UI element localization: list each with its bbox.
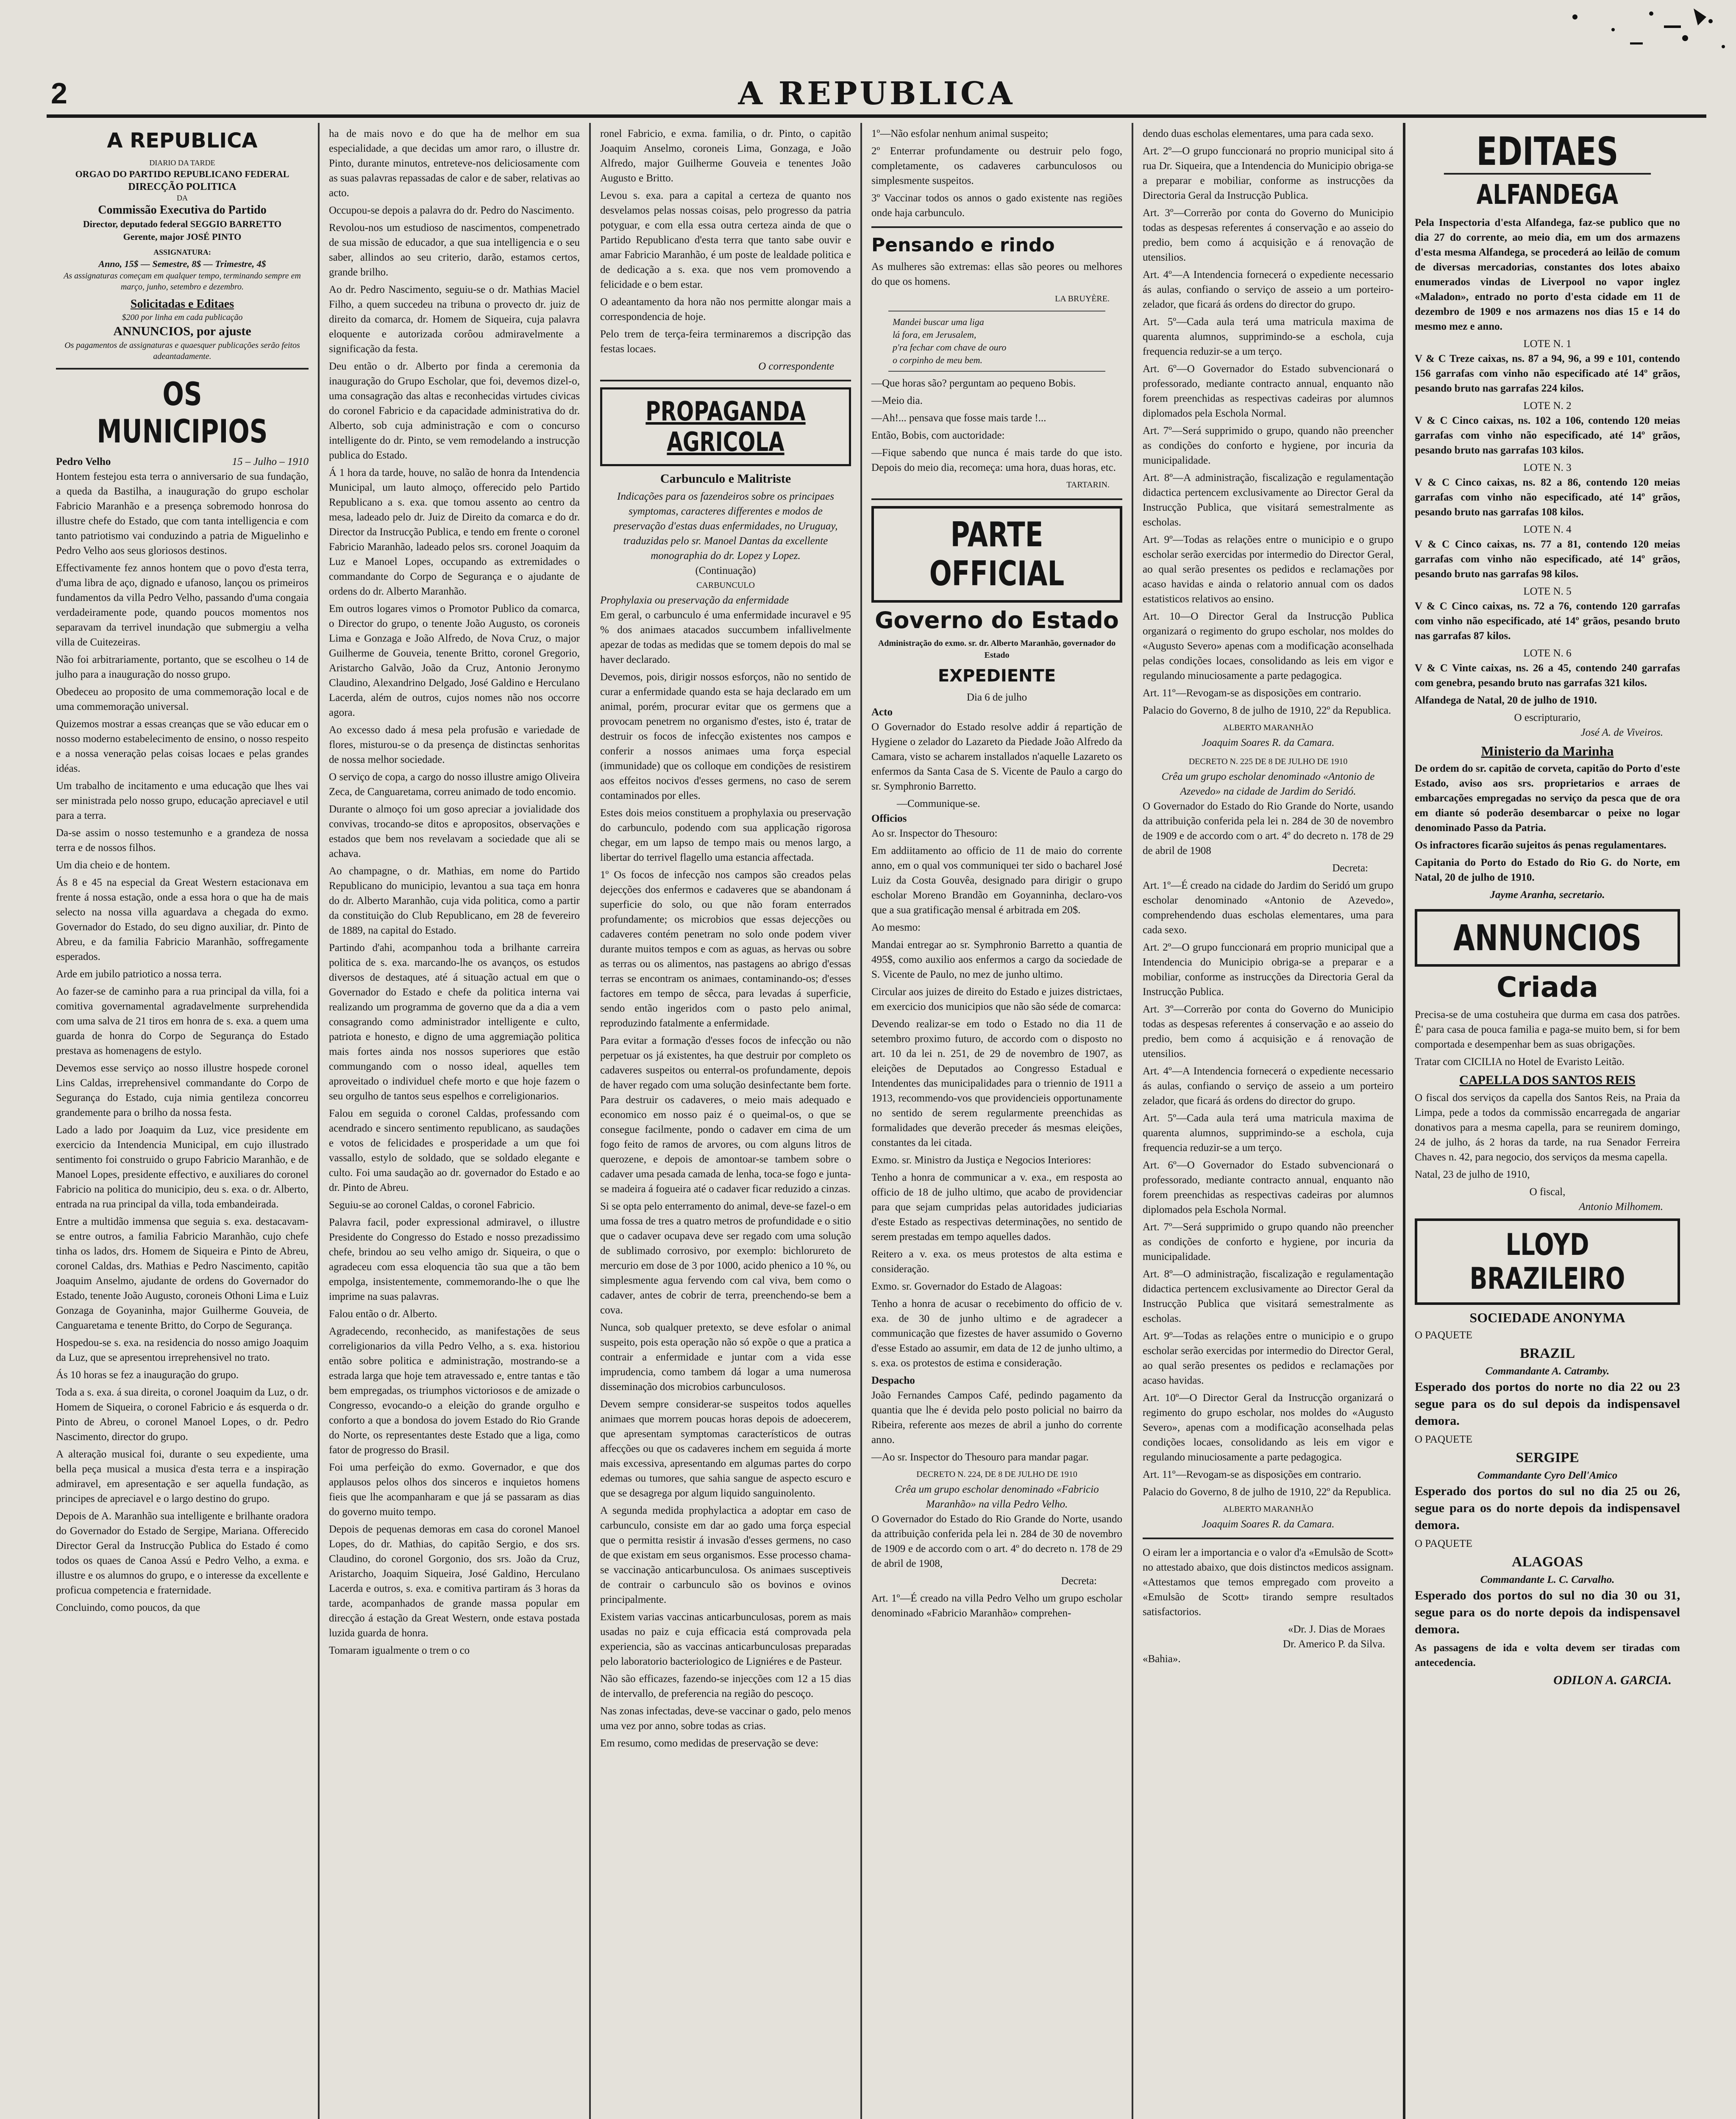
article-paragraph: Si se opta pelo enterramento do animal, deve-se fazel-o em uma fossa de tres a quatro metros de profundidade e o sitio que o cadaver ocupava deve ser regado com uma solução de sublimado corrosivo, por exemplo: bichlorureto de mercurio em dose de 3 por 1000, acido phenico a 10 %, ou simplesmente agua fervendo com cal viva, bem como o cadaver, antes de cobrir de terra, preenchendo-se bem a cova. [600,1201,851,1316]
continuation-label: (Continuação) [695,565,756,576]
article-paragraph: Nas zonas infectadas, deve-se vaccinar o gado, pelo menos uma vez por anno, sobre todas as crias. [600,1705,851,1732]
article-paragraph: Pelo trem de terça-feira terminaremos a discripção das festas locaes. [600,328,851,355]
signature-secretary: Joaquim Soares R. da Camara. [1202,1518,1335,1530]
article-paragraph: Estes dois meios constituem a prophylaxia ou preservação do carbunculo, podendo com sua applicação rigorosa chegar, em um lapso de tempo mais ou menos largo, a libertar do terrivel flagello uma estancia affectada. [600,807,851,863]
article-body-continued [329,126,580,1658]
dispatch-paragraph: João Fernandes Campos Café, pedindo pagamento da quantia que lhe é devida pelo posto policial no bairro da Ribeira, referente aos mezes de abril a junho do corrente anno. [871,1390,1122,1446]
article-paragraph: Deu então o dr. Alberto por finda a ceremonia da inauguração do Grupo Escholar, que foi, devemos dizel-o, uma consagração das altas e reconhecidas virtudes civicas do coronel Fabricio e da capacidade administrativa do dr. Alberto, sob cuja administração e com o concurso intelligente do dr. Pinto, se vem remodelando a instrucção publica do Estado. [329,361,580,461]
article-paragraph: Devemos esse serviço ao nosso illustre hospede coronel Lins Caldas, irreprehensivel commandante do Corpo de Segurança do Estado, cuja nimia gentileza concorreu grandemente para o brilho da nossa festa. [56,1062,309,1118]
divider [871,226,1122,228]
article-paragraph: Falou então o dr. Alberto. [329,1308,437,1320]
article-paragraph: Art. 3º—Correrão por conta do Governo do Municipio todas as despesas referentes á conservação e ao asseio do predio, bem como á acquisição e á renovação de utensilios. [1143,207,1394,263]
decree-paragraph: Art. 9º—Todas as relações entre o municipio e o grupo escholar serão exercidas por intermedio do Director Geral, ao qual serão presentes os pedidos e reclamações por acaso havidas. [1143,1330,1394,1386]
administration-line: Administração do exmo. sr. dr. Alberto Maranhão, governador do Estado [878,639,1116,660]
ship-label: O PAQUETE [1415,1434,1472,1445]
lot-text: V & C Cinco caixas, ns. 72 a 76, contendo 120 garrafas com vinho não especificado, até 14º grãos, pesando bruto nas garrafas 87 kilos. [1415,601,1680,642]
list-item: 3º Vaccinar todos os annos o gado existente nas regiões onde haja carbunculo. [871,192,1122,219]
correspondent-signature: O correspondente [758,361,834,372]
article-paragraph: Foi uma perfeição do exmo. Governador, e que dos applausos pelos olhos dos sinceros e inquietos homens fieis que lhe acompanharam e que já se passaram as dias do governo muito tempo. [329,1462,580,1518]
article-paragraph: O adeantamento da hora não nos permitte alongar mais a correspondencia de hoje. [600,296,851,323]
article-paragraph: Não foi arbitrariamente, portanto, que se escolheu o 14 de julho para a inauguração do nosso grupo. [56,654,309,680]
list-item: 1º—Não esfolar nenhum animal suspeito; [871,128,1049,139]
lot-text: V & C Treze caixas, ns. 87 a 94, 96, a 99 e 101, contendo 156 garrafas com vinho não especificado até 14º grãos, pesando bruto nas garrafas 224 kilos. [1415,353,1680,394]
list-item: 2º Enterrar profundamente ou destruir pelo fogo, completamente, os cadaveres carbunculosos ou simplesmente suspeitos. [871,145,1122,186]
paper-name: A REPUBLICA [738,75,1015,112]
dispatch-title: Despacho [871,1375,915,1386]
article-paragraph: Art. 5º—Cada aula terá uma matricula maxima de quarenta alumnos, supprimindo-se a eschola, cuja frequencia reduzir-se a um terço. [1143,316,1394,357]
clerk-role: O escripturario, [1514,712,1581,723]
ship-body: Esperado dos portos do sul no dia 25 ou 26, segue para os do norte depois da indispensavel demora. [1415,1484,1680,1532]
article-paragraph: Art. 4º—A Intendencia fornecerá o expediente necessario ás aulas, confiando o serviço de asseio a um porteiro-zelador, que ficará ás ordens do director do grupo. [1143,269,1394,310]
decree-lead: Crêa um grupo escholar denominado «Fabricio Maranhão» na villa Pedro Velho. [895,1484,1099,1510]
ads-header-box [1415,909,1680,967]
ship-commander: Commandante L. C. Carvalho. [1480,1574,1615,1585]
ship-name: ALAGOAS [1511,1554,1583,1570]
divider [600,380,851,381]
lot-text: V & C Cinco caixas, ns. 82 a 86, contendo 120 meias garrafas com vinho não especificado, até 14º grãos, pesando bruto nas garrafas 108 kilos. [1415,477,1680,518]
agri-title: PROPAGANDA AGRICOLA [645,396,806,457]
marinha-signature: Jayme Aranha, secretario. [1490,889,1605,901]
clerk-name: José A. de Viveiros. [1580,727,1663,738]
article-paragraph: ha de mais novo e do que ha de melhor em sua especialidade, a que decidas um amor raro, o illustre dr. Pinto, durante minutos, entreteve-nos deliciosamente com as suas palavras repassadas de calor e de saber, relativas ao acto. [329,128,580,199]
decree-paragraph: Art. 8º—O administração, fiscalização e regulamentação didactica pertencem exclusivamente ao Director Geral da Instrucção Publica que visitará semestralmente as escholas. [1143,1268,1394,1324]
column-2 [318,123,589,2119]
article-paragraph: Ao excesso dado á mesa pela profusão e variedade de flores, misturou-se o da presença de distinctas senhoritas de nossa melhor sociedade. [329,724,580,765]
decree-paragraph: Art. 2º—O grupo funccionará em proprio municipal que a Intendencia do Municipio obriga-se a preparar e a mobiliar, conforme as instrucções da Directoria Geral da Instrucção Publica. [1143,942,1394,998]
ship-label: O PAQUETE [1415,1538,1472,1549]
article-paragraph: Devem sempre considerar-se suspeitos todos aquelles animaes que morrem poucas horas depois de adoecerem, que apresentam symptomas característicos de outras affecções ou que os cadaveres inchem em seguida á morte mais excessiva, apresentando em algumas partes do corpo edemas ou tumores, que sahia sangue de aspecto escuro e que se desagrega por algum liquido sanguinolento. [600,1399,851,1499]
lot-title: LOTE N. 6 [1523,648,1572,659]
dialogue-line: —Fique sabendo que nunca é mais tarde do que isto. Depois do meio dia, recomeça: uma hora, duas horas, etc. [871,447,1122,473]
lot-title: LOTE N. 2 [1523,400,1572,412]
party-organ: ORGAO DO PARTIDO REPUBLICANO FEDERAL [75,169,289,179]
decree-paragraph: Art. 4º—A Intendencia fornecerá o expediente necessario ás aulas, confiando o serviço de asseio a um porteiro zelador, que ficará ás ordens do director do grupo. [1143,1065,1394,1107]
officio-paragraph: Exmo. sr. Ministro da Justiça e Negocios Interiores: [871,1154,1091,1166]
dialogue-author: TARTARIN. [1066,480,1110,489]
ship-note: As passagens de ida e volta devem ser tiradas com antecedencia. [1415,1642,1680,1669]
article-paragraph: Obedeceu ao proposito de uma commemoração local e de uma commemoração universal. [56,686,309,712]
chapel-name: Antonio Milhomem. [1579,1201,1663,1212]
article-paragraph: Nunca, sob qualquer pretexto, se deve esfolar o animal suspeito, pois esta operação não só expõe o que a pratica a contrair a enfermidade e juntar com a vida esse imprudencia, como tambem dá logar a uma numerosa disseminação dos microbios carbunculosos. [600,1322,851,1393]
divider [56,368,309,370]
decree-paragraph: Art. 10º—O Director Geral da Instrucção organizará o regimento do grupo escholar, nos moldes do «Augusto Severo», apenas com a modificação aconselhada pelas condições locaes, consolidando as leis em vigor e regulando minuciosamente a parte pedagogica. [1143,1392,1394,1463]
article-paragraph: Art. 8º—A administração, fiscalização e regulamentação didactica pertencem exclusivamente ao Director Geral da Instrucção Publica, que visitará semestralmente as escholas. [1143,472,1394,528]
article-paragraph: Levou s. exa. para a capital a certeza de quanto nos desvelamos pelas nossas coisas, pelo progresso da patria potyguar, e com ella essa outra certeza ainda de que o Partido Republicano d'esta terra que tanto sabe ouvir e amar Fabricio Maranhão, é um poste de lealdade politica e de dedicação a s. exa. que nos vem promovendo a felicidade e o bem estar. [600,190,851,290]
government-title: Governo do Estado [875,607,1119,634]
column-1 [47,123,318,2119]
chapel-title: CAPELLA DOS SANTOS REIS [1459,1073,1636,1087]
article-paragraph: Art. 10—O Director Geral da Instrucção Publica organizará o regimento do grupo escholar, nos moldes do «Augusto Severo» apenas com a modificação aconselhada pelas condições locaes, consolidando as leis em vigor e regulando minuciosamente a parte pedagogica. [1143,611,1394,681]
dialogue-line: —Que horas são? perguntam ao pequeno Bobis. [871,378,1076,389]
political-direction: DIRECÇÃO POLITICA [128,181,236,192]
agri-section: CARBUNCULO [696,581,755,590]
article-paragraph: Á 1 hora da tarde, houve, no salão de honra da Intendencia Municipal, um lauto almoço, offerecido pelo Partido Republicano a s. exa. que tomou assento ao centro da mesa, ladeado pelo dr. Juiz de Direito da comarca e do dr. Director da Instrucção Publica, e tendo em frente o coronel Fabricio Maranhão, ladeado pelos srs. coronel Joaquim da Luz e Manoel Lopes, occupando as extremidades o commandante do Corpo de Segurança e o ajudante de ordens do dr. Alberto Maranhão. [329,467,580,597]
article-paragraph: Ao champagne, o dr. Mathias, em nome do Partido Republicano do municipio, levantou a sua taça em honra do dr. Alberto Maranhão, cuja vida politica, como a partir da constituição do Club Republicano, em 28 de fevereiro de 1889, na capital do Estado. [329,865,580,936]
criada-body: Precisa-se de uma costuheira que durma em casa dos patrões. Ê' para casa de pouca familia e paga-se muito bem, si for bem comportada e desempenhar bem as suas obrigações. [1415,1009,1680,1050]
lloyd-title: LLOYD BRAZILEIRO [1469,1227,1625,1296]
marinha-title: Ministerio da Marinha [1481,743,1614,759]
article-paragraph: Arde em jubilo patriotico a nossa terra. [56,968,222,980]
article-paragraph: Art. 11º—Revogam-se as disposições em contrario. [1143,687,1361,699]
ship-label: O PAQUETE [1415,1329,1472,1341]
closing-signature-2: Dr. Americo P. da Silva. [1283,1638,1385,1650]
lot-title: LOTE N. 4 [1523,524,1572,535]
signature-name: ALBERTO MARANHÃO [1223,1504,1313,1514]
article-paragraph: Lado a lado por Joaquim da Luz, vice presidente em exercicio da Intendencia Municipal, em cujo illustrado sentimento foi construido o grupo Fabricio Maranhão, e de Manoel Lopes, presidente effectivo, e auxiliares do coronel Fabricio na politica do municipio, deu s. exa. o dr. Alberto, entrada na rua principal da villa, toda embandeirada. [56,1124,309,1210]
article-paragraph: 1º Os focos de infecção nos campos são creados pelas dejecções dos enfermos e cadaveres que se abandonam á superficie do solo, ou que não foram enterrados profundamente; os microbios que essas dejecções ou cadaveres contém penetram no solo onde podem viver durante muitos tempos e com as aguas, as hervas ou sobre as terras ou os alimentos, nas pastagens ao abrigo d'essas terras se encontram os animaes, contaminando-os; d'esses factores em tempo de sêcca, para levadas á superficie, sendo então ingeridos com o pasto pelo animal, reproduzindo fatalmente a enfermidade. [600,869,851,1029]
lot-text: V & C Cinco caixas, ns. 102 a 106, contendo 120 meias garrafas com vinho não especificado, até 14º grãos, pesando bruto nas garrafas 103 kilos. [1415,415,1680,456]
article-paragraph: Hospedou-se s. exa. na residencia do nosso amigo Joaquim da Luz, que se apresentou irreprehensivel no trato. [56,1337,309,1363]
decree-paragraph: Art. 5º—Cada aula terá uma matricula maxima de quarenta alumnos, supprimindo-se a eschola, cuja frequencia reduzir-se a um terço. [1143,1112,1394,1154]
lloyd-header-box [1415,1218,1680,1305]
agri-lead-2: Prophylaxia ou preservação da enfermidade [600,595,789,606]
marinha-place: Capitania do Porto do Estado do Rio G. do Norte, em Natal, 20 de julho de 1910. [1415,857,1680,883]
article-paragraph: A alteração musical foi, durante o seu expediente, uma bella peça musical a musica d'esta terra e a inspiração admiravel, em apresentação e ser aquella fundação, as principes de apreciavel e o largo destino do grupo. [56,1449,309,1504]
article-paragraph: Concluindo, como poucos, da que [56,1602,200,1613]
article-paragraph: Hontem festejou esta terra o anniversario de sua fundação, a queda da Bastilha, a inauguração do grupo escholar Fabricio Maranhão e a presença sobremodo honrosa do illustre chefe do Estado, que com tanta intelligencia e com tanto patriotismo vai conduzindo a patria de Miguelinho e Pedro Velho aos seus gloriosos destinos. [56,471,309,556]
agent-name: ODILON A. GARCIA. [1553,1673,1672,1687]
signature-secretary: Joaquim Soares R. da Camara. [1202,737,1335,748]
decree-paragraph: Art. 7º—Será supprimido o grupo quando não preencher as condições de conforto e hygiene, por incuria da municipalidade. [1143,1221,1394,1263]
divider [888,371,1105,372]
criada-contact: Tratar com CICILIA no Hotel de Evaristo Leitão. [1415,1056,1625,1068]
subscription-prices: Anno, 15$ — Semestre, 8$ — Trimestre, 4$ [98,259,266,269]
article-paragraph: Entre a multidão immensa que seguia s. exa. destacavam-se entre outros, a familia Fabricio Maranhão, cujo chefe tinha os lados, drs. Homem de Siqueira e Pinto de Abreu, coronel Caldas, drs. Mathias e Pedro Nascimento, capitão Joaquim Anselmo, ajudante de ordens do Governador do Estado, tenente João Augusto, coroneis Othoni Lima e Luiz Gonzaga de Goyaninha, major Guilherme Gouveia, de Canguaretama e tenente Britto, do Corpo de Segurança. [56,1216,309,1331]
article-paragraph: Art. 6º—O Governador do Estado subvencionará o professorado, mediante contracto annual, enquanto não forem preenchidas as respectivas cadeiras por alumnos diplomados pela Eschola Normal. [1143,363,1394,419]
poem: Mandei buscar uma liga lá fora, em Jerusalem, p'ra fechar com chave de ouro o corpinho de meu bem. [893,317,1007,365]
article-paragraph: Ao fazer-se de caminho para a rua principal da villa, foi a comitiva governamental agradavelmente surprehendida com uma salva de 21 tiros em honra de s. exa. a quem uma guarda de honra do Corpo de Segurança do Estado prestava as homenagens de estylo. [56,986,309,1057]
officios-title: Officios [871,813,907,824]
alfandega-date: Alfandega de Natal, 20 de julho de 1910. [1415,695,1597,706]
article-paragraph: Partindo d'ahi, acompanhou toda a brilhante carreira politica de s. exa. marcando-lhe os avanços, os estudos diversos de destaques, até á situação actual em que o Governador do Estado e chefe da politica interna vai realizando um programma de governo que da a dia a vem consagrando como administrador intelligente e culto, patriota e honesto, e digno de uma aggremiação politica mais fortes ainda nos nossos superiores que estão commungando com o nosso ideal, aquelles tem aproveitado o individuel chefe morto e que hoje fazem o seu orgulho de tantos seus espelhos e correligionarios. [329,942,580,1102]
article-paragraph: Ás 8 e 45 na especial da Great Western estacionava em frente á nossa estação, onde a essa hora o que ha de mais selecto na nossa villa aguardava a chegada do exmo. Governador do Estado, do seu digno auxiliar, dr. Pinto de Abreu, e da familia Fabricio Maranhão, soffregamente esperados. [56,877,309,962]
lloyd-subtitle: SOCIEDADE ANONYMA [1469,1310,1625,1325]
article-paragraph: Effectivamente fez annos hontem que o povo d'esta terra, d'uma libra de aço, dignado e ufanoso, lançou os primeiros fundamentos da villa Pedro Velho, passando d'uma congaia verdadeiramente pode, quando poucos momentos nos separavam da terrivel inundação que submergiu a velha villa de Cuitezeiras. [56,562,309,648]
decree-title: DECRETO N. 225 DE 8 DE JULHO DE 1910 [1188,757,1348,766]
lot-title: LOTE N. 3 [1523,462,1572,473]
decree-lead: Crêa um grupo escholar denominado «Antonio de Azevedo» na cidade de Jardim do Seridó. [1161,771,1375,797]
article-paragraph: Ao dr. Pedro Nascimento, seguiu-se o dr. Mathias Maciel Filho, a quem succedeu na tribuna o provecto dr. juiz de direito da comarca, dr. Homem de Siqueira, cuja palavra eloquente e autorizada corôou admiravelmente a significação da festa. [329,284,580,355]
quote: As mulheres são extremas: ellas são peores ou melhores do que os homens. [871,261,1122,287]
page-number: 2 [51,77,67,110]
article-paragraph: Agradecendo, reconhecido, as manifestações de seus correligionarios da villa Pedro Velho, a s. exa. historiou então sobre politica e administração, mostrando-se a estrada larga que hoje tem atravessado e, entre tantas e tão bem empregadas, os triumphos victoriosos e de amizade o Congresso, evocando-o a eleição do grande orgulho e conforto a que a bondosa do jovem Estado do Rio Grande do Norte, os representantes deste Estado que a liga, como fator de progresso do Brasil. [329,1326,580,1456]
article-paragraph: Existem varias vaccinas anticarbunculosas, porem as mais usadas no paiz e cuja efficacia está comprovada pela experiencia, são as vaccinas anticarbunculosas preparadas pelo laboratorio bacteriologico de Ligniéres e de Pasteur. [600,1611,851,1667]
article-paragraph: Devemos, pois, dirigir nossos esforços, não no sentido de curar a enfermidade quando esta se haja declarado em um animal, porém, procurar evitar que os germens que a provocam penetrem no organismo d'estes, isto é, tratar de destruir os focos de infecção existentes nos campos e conferir a nossos animaes uma força especial (immunidade) que os colloque em condições de resistirem aos effeitos nocivos d'esses germens, no caso de serem contaminados por elles. [600,671,851,801]
article-paragraph: Art. 2º—O grupo funccionará no proprio municipal sito á rua Dr. Siqueira, que a Intendencia do Municipio obriga-se a preparar e mobiliar, conforme as instrucções da Directoria Geral da Instrucção Publica. [1143,145,1394,201]
officio-paragraph: Devendo realizar-se em todo o Estado no dia 11 de setembro proximo futuro, de accordo com o disposto no art. 10 da lei n. 251, de 29 de novembro de 1907, as eleições de Deputados ao Congresso Estadual e Intendentes das municipalidades para o triennio de 1911 a 1913, recommendo-vos que providencieis opportunamente no sentido de serem regularmente preenchidas as formalidades que deverão preceder ás mesmas eleições, constantes da lei citada. [871,1018,1122,1148]
column-6 [1403,123,1689,2119]
ship-commander: Commandante A. Catramby. [1485,1365,1610,1377]
article-paragraph: ronel Fabricio, e exma. familia, o dr. Pinto, o capitão Joaquim Anselmo, coroneis Lima, Gonzaga, e João Alfredo, major Guilherme Gouveia e tenentes João Augusto e Britto. [600,128,851,184]
palace-line: Palacio do Governo, 8 de julho de 1910, 22º da Republica. [1143,705,1391,716]
article-paragraph: Tomaram igualmente o trem o co [329,1645,470,1656]
article-paragraph: Falou em seguida o coronel Caldas, professando com acendrado e sincero sentimento republicano, as saudações e votos de felicidades e prosperidade a um que foi vassallo, estylo de soldado, que se soldado elegante e culto. Foi uma saudação ao dr. governador do Estado e ao dr. Pinto de Abreu. [329,1108,580,1193]
article-paragraph: Art. 7º—Será supprimido o grupo, quando não preencher as condições do conforto e hygiene, por incuria da municipalidade. [1143,425,1394,466]
official-header-box [871,506,1122,603]
dialogue-line: —Meio dia. [871,395,923,406]
article-paragraph: Quizemos mostrar a essas creanças que se vão educar em o nosso moderno estabelecimento de ensino, o nosso respeito e a nossa veneração pelas coisas locaes e pelas grandes idéas. [56,718,309,774]
decree-paragraph: Art. 6º—O Governador do Estado subvencionará o professorado, mediante contracto annual, enquanto não forem preenchidas as respectivas cadeiras por alumnos diplomados pela Eschola Normal. [1143,1160,1394,1215]
subscription-note: As assignaturas começam em qualquer tempo, terminando sempre em março, junho, setembro e dezembro. [64,271,301,292]
ship-name: SERGIPE [1516,1450,1579,1466]
article-paragraph: Da-se assim o nosso testemunho e a grandeza de nossa terra e de nossos filhos. [56,827,309,854]
quote-author: LA BRUYÈRE. [1055,294,1110,303]
officio-paragraph: Mandai entregar ao sr. Symphronio Barretto a quantia de 495$, como auxilio aos enfermos a cargo da sociedade de S. Vicente de Paulo, no mez de junho ultimo. [871,939,1122,980]
place: Pedro Velho [56,456,111,467]
ads-title: ANNUNCIOS [1453,917,1641,959]
article-paragraph: Em resumo, como medidas de preservação se deve: [600,1738,819,1749]
chapel-role: O fiscal, [1529,1186,1566,1198]
director-line: Director, deputado federal SEGGIO BARRETTO [83,219,282,229]
article-paragraph: Um trabalho de incitamento e uma educação que lhes vai ser ministrada pelo nosso grupo, educação apreciavel e util para a terra. [56,780,309,821]
expedient-date: Dia 6 de julho [966,692,1027,703]
daily-label: DIARIO DA TARDE [149,159,215,167]
communique: —Communique-se. [897,798,980,809]
officio-paragraph: Em addiitamento ao officio de 11 de maio do corrente anno, em o qual vos communiquei ter sido o bacharel José Luiz da Costa Gouvêa, designado para dirigir o grupo escholar Moreno Brandão em Goyanninha, declaro-vos que a sua gratificação mensal é arbitrada em 20$. [871,845,1122,916]
article-paragraph: Revolou-nos um estudioso de nascimentos, compenetrado de sua missão de educador, a que sua intelligencia e o seu saber, allindos ao seu criterio, darão, estamos certos, grande brilho. [329,222,580,278]
ship-commander: Commandante Cyro Dell'Amico [1477,1470,1618,1481]
torn-edge-noise [1524,0,1736,64]
article-paragraph: dendo duas escholas elementares, uma para cada sexo. [1143,128,1374,139]
article-paragraph: Em geral, o carbunculo é uma enfermidade incuravel e 95 % dos animaes atacados succumbem infallivelmente apezar de todas as medidas que se tomem depois do mal se haver declarado. [600,609,851,665]
expedient-title: EXPEDIENTE [938,666,1056,686]
article-paragraph: Para evitar a formação d'esses focos de infecção ou não perpetuar os já existentes, ha que destruir por completo os cadaveres suspeitos ou enterral-os profundamente, depois de haver regado com uma solução desinfectante bem forte. Para destruir os cadaveres, o meio mais adequado e economico em nosso paiz é o queimal-os, o que se consegue facilmente, pondo o cadaver em cima de um fogo feito de ramos de arvores, ou com alguns litros de querozene, e depois de amontoar-se tambem sobre o cadaver uma pesada camada de lenha, toca-se fogo e junta-se madeira á fogueira até o cadaver ficar reduzido a cinzas. [600,1035,851,1195]
masthead [47,75,1706,118]
alfandega-body: Pela Inspectoria d'esta Alfandega, faz-se publico que no dia 27 do corrente, ao meio dia, em um dos armazens d'esta mesma Alfandega, se procederá ao leilão de comum de diversas mercadorias, constantes dos lotes abaixo enumerados vindas de Liverpool no vapor inglez «Maladon», entrado no porto d'esta cidade em 11 de dezembro de 1909 e nos armazens nos dias 15 e 14 do mesmo mez e anno. [1415,217,1680,332]
article-paragraph: Um dia cheio e de hontem. [56,859,170,871]
date: 15 – Julho – 1910 [232,456,309,467]
article-paragraph: Depois de A. Maranhão sua intelligente e brilhante oradora do Governador do Estado de Sergipe, Mariana. Offerecido Director Geral da Instrucção Publica do Estado é como todos os quaes de Canoa Assú e Pedro Velho, a exma. e illustre e os alumnos do grupo, e o interesse da excellente e proficua competencia e fraternidade. [56,1510,309,1596]
decree-paragraph: O Governador do Estado do Rio Grande do Norte, usando da attribuição conferida pela lei n. 284 de 30 de novembro de 1909 e de accordo com o art. 4º do decreto n. 178 de 29 de abril de 1908 [1143,801,1394,856]
thinking-title: Pensando e rindo [871,234,1055,256]
officio-paragraph: Ao sr. Inspector do Thesouro: [871,828,998,839]
article-paragraph: Em outros logares vimos o Promotor Publico da comarca, o Director do grupo, o tenente João Augusto, os coroneis Lima e Gonzaga e João Alfredo, de Nova Cruz, o major Guilherme de Gouveia, tenente Britto, coronel Gregorio, Aristarcho Galvão, João da Cruz, Antonio Jeronymo Claudino, Alexandrino Delgado, José Galdino e Herculano Lacerda, além de outros, cujos nomes não nos occorre agora. [329,603,580,718]
column-4 [860,123,1132,2119]
divider [871,498,1122,500]
divider [1143,1538,1394,1539]
agri-subtitle: Carbunculo e Malitriste [660,472,791,486]
decree-paragraph: Art. 11º—Revogam-se as disposições em contrario. [1143,1469,1361,1480]
officio-paragraph: Ao mesmo: [871,922,921,933]
lot-text: V & C Vinte caixas, ns. 26 a 45, contendo 240 garrafas com genebra, pesando bruto nas garrafas 321 kilos. [1415,662,1680,689]
dialogue-line: —Ah!... pensava que fosse mais tarde !... [871,412,1046,424]
signature-name: ALBERTO MARANHÃO [1223,723,1313,732]
requests-price: $200 por linha em cada publicação [122,313,243,322]
decree-paragraph: Art. 1º—É creado na villa Pedro Velho um grupo escholar denominado «Fabricio Maranhão» comprehen- [871,1593,1122,1619]
columns [47,123,1706,2119]
palace-line: Palacio do Governo, 8 de julho de 1910, 22º da Republica. [1143,1486,1391,1498]
act-body: O Governador do Estado resolve addir á repartição de Hygiene o zelador do Lazareto da Piedade João Alfredo da Camara, visto se acharem installados n'aquelle Lazareto os enfermos da Santa Casa de S. Vicente de Paulo a cargo do sr. Symphronio Barretto. [871,721,1122,792]
decree-paragraph: O Governador do Estado do Rio Grande do Norte, usando da attribuição conferida pela lei n. 284 de 30 de novembro de 1909 e de accordo com o art. 4º do decreto n. 178 de 29 de abril de 1908, [871,1513,1122,1569]
dispatch-paragraph: —Ao sr. Inspector do Thesouro para mandar pagar. [871,1452,1089,1463]
column-3 [589,123,860,2119]
agri-lead: Indicações para os fazendeiros sobre os principaes symptomas, caracteres differentes e modos de preservação d'estas duas enfermidades, no Uruguay, traduzidas pelo sr. Manoel Dantas da excellente monographia do dr. Lopez y Lopez. [613,491,838,562]
column-5 [1132,123,1403,2119]
article-paragraph: Palavra facil, poder expressional admiravel, o illustre Presidente do Congresso do Estado e nosso prezadissimo chefe, brindou ao seu velho amigo dr. Siqueira, o que o agradeceu com essa eloquencia tão sua que a tão bem empolga, insistentemente, commemorando-lhe o que lhe imprime na suas palavras. [329,1217,580,1302]
lot-title: LOTE N. 1 [1523,338,1572,350]
officio-paragraph: Exmo. sr. Governador do Estado de Alagoas: [871,1281,1062,1292]
officio-paragraph: Tenho a honra de acusar o recebimento do officio de v. exa. de 30 de junho ultimo e de agradecer a communicação que fizestes de haver assumido o Governo d'esse Estado ao assumir, em data de 12 de junho ultimo, a s. exa. os protestos de estima e consideração. [871,1298,1122,1369]
decree-paragraph: Art. 3º—Correrão por conta do Governo do Municipio todas as despesas referentes á conservação e ao asseio do predio, bem como á acquisição e á renovação de utensilios. [1143,1004,1394,1060]
manager-line: Gerente, major JOSÉ PINTO [123,231,242,242]
article-paragraph: Seguiu-se ao coronel Caldas, o coronel Fabricio. [329,1199,535,1211]
closing-signature-1: «Dr. J. Dias de Moraes [1288,1624,1385,1635]
executive-commission: Commissão Executiva do Partido [98,203,267,217]
closing-place: «Bahia». [1143,1653,1181,1665]
lot-title: LOTE N. 5 [1523,586,1572,597]
masthead-box-title: A REPUBLICA [107,129,258,153]
officio-paragraph: Tenho a honra de communicar a v. exa., em resposta ao officio de 18 de julho ultimo, que acabo de providenciar para que sejam cumpridas pelas autoridades judiciarias d'este Estado as respectivas determinações, no sentido de serem prestadas em tempo aquelles dados. [871,1172,1122,1243]
direction-da: DA [177,194,188,202]
ads-title: ANNUNCIOS, por ajuste [113,324,251,338]
editais-title: EDITAES [1444,131,1651,175]
requests-title: Solicitadas e Editaes [130,298,234,311]
article-body [56,469,309,1615]
alfandega-title: ALFANDEGA [1476,179,1619,211]
marinha-body-2: Os infractores ficarão sujeitos ás penas regulamentares. [1415,840,1666,851]
article-paragraph: Art. 9º—Todas as relações entre o municipio e o grupo escholar serão exercidas por intermedio do Director Geral, ao qual serão presentes os pedidos e reclamações por acaso havidas e ainda o relatorio annual com os dados estatisticos relativos ao ensino. [1143,534,1394,605]
article-paragraph: Occupou-se depois a palavra do dr. Pedro do Nascimento. [329,205,575,216]
article-paragraph: Depois de pequenas demoras em casa do coronel Manoel Lopes, do dr. Mathias, do capitão Sergio, e dos srs. Claudino, do coronel Gorgonio, dos srs. João da Cruz, Aristarcho, Joaquim Siqueira, José Galdino, Herculano Lacerda e outros, s. exa. e comitiva partiram ás 3 horas da tarde, acompanhados de grande massa popular em direcção á estação da Great Western, onde estava postada luzida guarda de honra. [329,1524,580,1639]
article-paragraph: O serviço de copa, a cargo do nosso illustre amigo Oliveira Zeca, de Canguaretama, correu animado de todo encomio. [329,771,580,798]
article-paragraph: Toda a s. exa. á sua direita, o coronel Joaquim da Luz, o dr. Homem de Siqueira, o coronel Fabricio e ás esquerda o dr. Pinto de Abreu, o coronel Manoel Lopes, o dr. Pedro Nascimento, director do grupo. [56,1387,309,1443]
chapel-date: Natal, 23 de julho de 1910, [1415,1169,1530,1180]
officio-paragraph: Reitero a v. exa. os meus protestos de alta estima e consideração. [871,1249,1122,1275]
municipios-title: OS MUNICIPIOS [97,375,268,450]
ship-name: BRAZIL [1519,1346,1575,1361]
article-paragraph: Não são efficazes, fazendo-se injecções com 12 a 15 dias de intervallo, de preferencia na região do pescoço. [600,1673,851,1699]
ship-body: Esperado dos portos do sul no dia 30 ou 31, segue para os do norte depois da indispensavel demora. [1415,1588,1680,1636]
article-paragraph: A segunda medida prophylactica a adoptar em caso de carbunculo, consiste em dar ao gado uma força especial que o permitta resistir á invasão d'esses germens, no caso de que existam em seus organismos. Esse processo chama-se vaccinação anticarbunculosa. Os animaes susceptiveis de contrair o carbunculo são os bovinos e ovinos principalmente. [600,1505,851,1605]
ship-body: Esperado dos portos do norte no dia 22 ou 23 segue para os do sul depois da indispensavel demora. [1415,1380,1680,1428]
officio-paragraph: Circular aos juizes de direito do Estado e juizes districtaes, em exercicio dos municipios que não são séde de comarca: [871,986,1122,1012]
subscriptions-title: ASSIGNATURA: [153,248,211,256]
decree-paragraph: Art. 1º—É creado na cidade do Jardim do Seridó um grupo escholar denominado «Antonio de Azevedo», comprehendendo duas escholas elementares, uma para cada sexo. [1143,880,1394,936]
dateline [56,454,309,469]
criada-title: Criada [1497,971,1598,1004]
lot-text: V & C Cinco caixas, ns. 77 a 81, contendo 120 meias garrafas com vinho não especificado, até 14º grãos, pesando bruto nas garrafas 98 kilos. [1415,539,1680,580]
official-title: PARTE OFFICIAL [929,515,1065,593]
decree-paragraph: Decreta: [1061,1575,1097,1587]
chapel-body: O fiscal dos serviços da capella dos Santos Reis, na Praia da Limpa, pede a todos da commissão encarregada de angariar donativos para a mesma capella, para se reunirem domingo, 24 de julho, ás 2 horas da tarde, na rua Senador Ferreira Chaves n. 42, para negocio, dos serviços da mesma capella. [1415,1092,1680,1163]
marinha-body: De ordem do sr. capitão de corveta, capitão do Porto d'este Estado, aviso aos srs. proprietarios e arraes de embarcações empregadas no serviço da pesca que de ora em diante só poderão desembarcar o peixe no logar denominado Passo da Patria. [1415,763,1680,834]
closing-paragraph: O eiram ler a importancia e o valor d'a «Emulsão de Scott» no attestado abaixo, que dois distinctos medicos assignam. «Attestamos que temos empregado com proveito a «Emulsão de Scott» tirando sempre resultados satisfactorios. [1143,1547,1394,1618]
act-title: Acto [871,706,893,718]
decree-paragraph: Decreta: [1332,862,1368,874]
decree-title: DECRETO N. 224, DE 8 DE JULHO DE 1910 [916,1470,1077,1479]
agri-header-box [600,387,851,466]
article-paragraph: Ás 10 horas se fez a inauguração do grupo. [56,1369,239,1381]
article-paragraph: Durante o almoço foi um goso apreciar a jovialidade dos convivas, trocando-se ditos e apropositos, observações e estados que bem nos revelavam a sociedade que ali se achava. [329,804,580,859]
dialogue-line: Então, Bobis, com auctoridade: [871,430,1005,441]
ads-note: Os pagamentos de assignaturas e quaesquer publicações serão feitos adeantadamente. [64,341,300,361]
